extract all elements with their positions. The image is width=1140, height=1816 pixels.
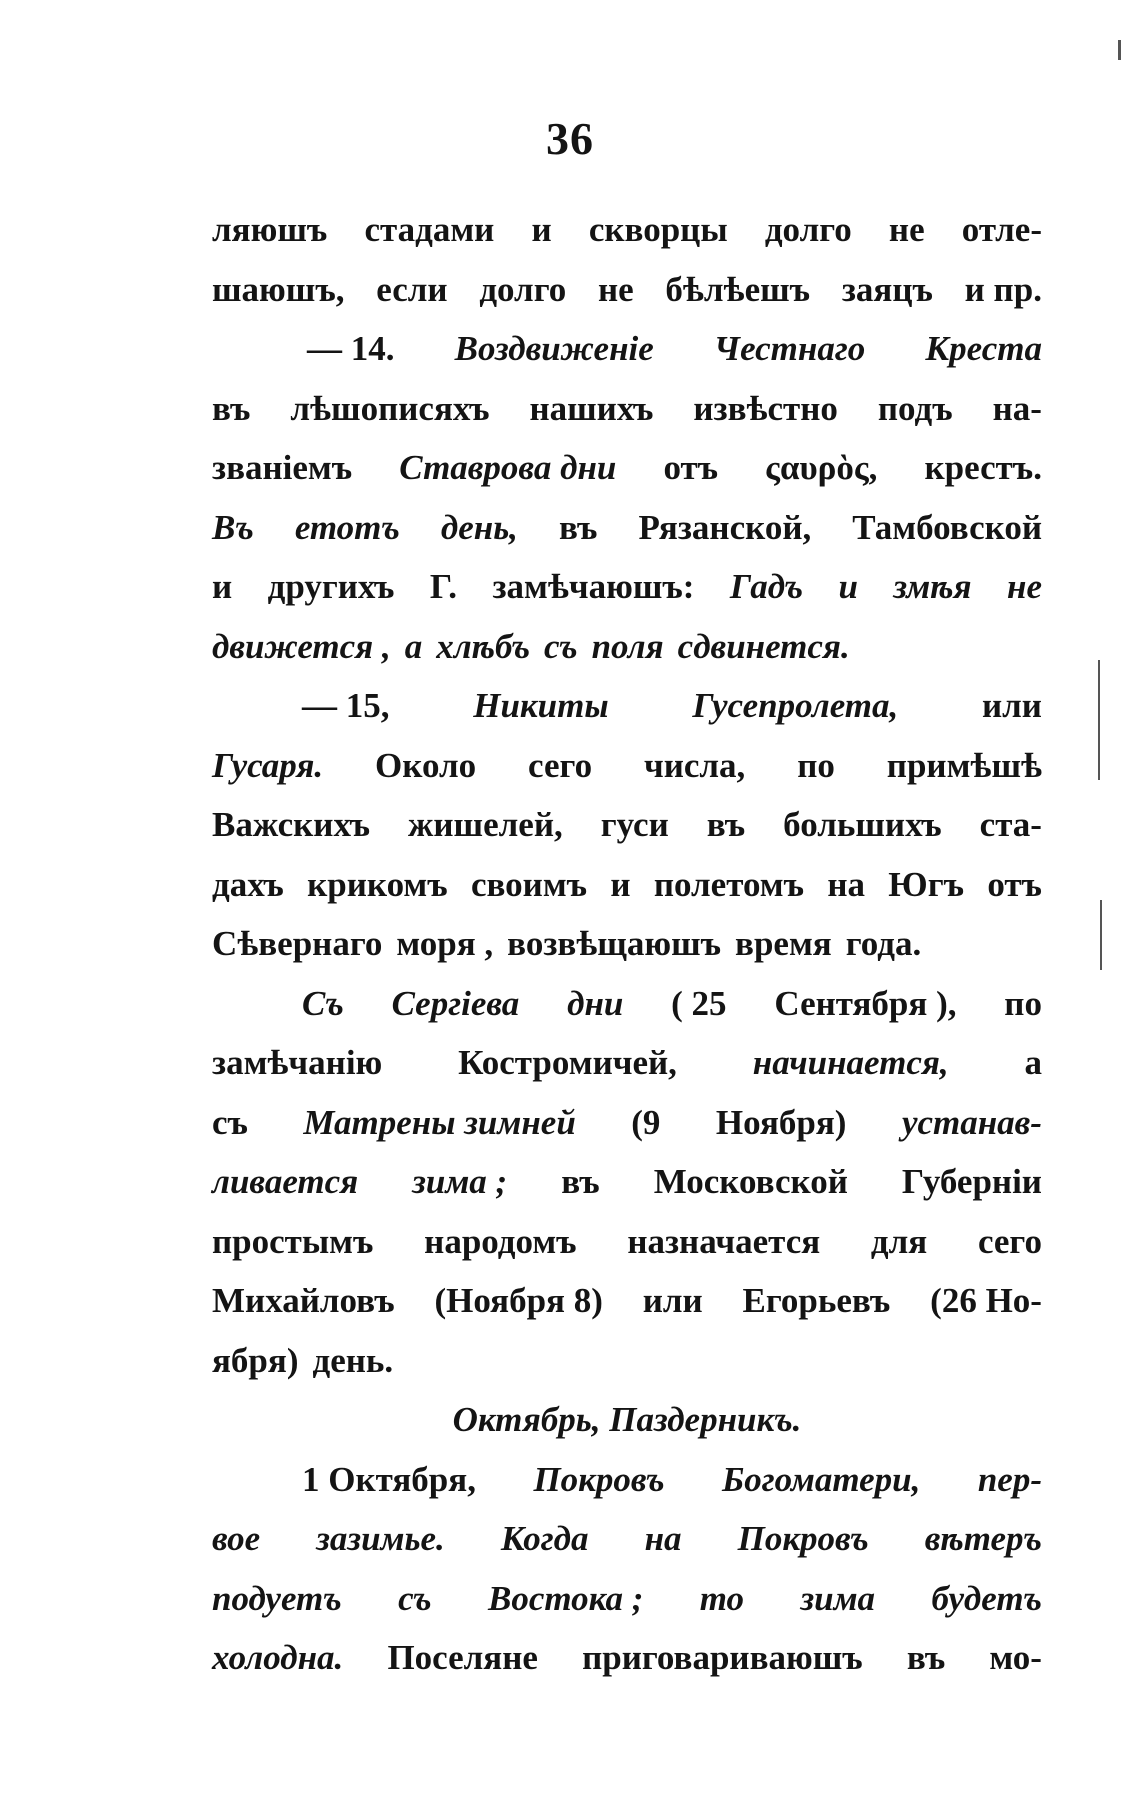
word: ября) [212,1340,299,1380]
italic-word: устанав- [901,1102,1042,1142]
text-line [212,914,1042,974]
italic-word: пер- [977,1459,1042,1499]
italic-word: ливается [212,1162,359,1201]
text-line [212,736,1042,796]
word: крестъ. [924,448,1042,487]
italic-word: Когда [500,1519,589,1558]
italic-word: змѣя [893,567,972,606]
italic-word: съ [398,1578,432,1618]
italic-word: Ставрова дни [399,448,617,487]
text-line [212,795,1042,855]
word: по [797,745,835,785]
italic-word: движется , [212,626,391,666]
text-line [212,438,1042,498]
word: сего [528,745,593,785]
word: отле- [961,210,1042,249]
word: Югъ [888,864,965,904]
italic-word: Октябрь, Паздерникъ. [452,1400,802,1439]
italic-word: зазимье. [316,1519,445,1558]
text-line [212,1093,1042,1153]
word: въ [706,805,746,844]
word: Сентября ), [774,983,957,1023]
word: и [610,864,631,904]
word: извѣстно [693,388,838,428]
italic-word: Съ [302,983,344,1023]
word: мо- [989,1638,1042,1677]
word: долго [764,210,852,249]
italic-word: подуетъ [212,1578,342,1618]
text-line [212,1331,1042,1391]
text-line [212,260,1042,320]
word: время [735,924,832,963]
word: и [212,567,233,606]
italic-word: Гусепролета, [692,686,899,725]
italic-word: день, [440,507,518,547]
word: большихъ [783,805,942,844]
italic-word: не [1007,567,1042,606]
page-number: 36 [546,113,594,164]
italic-word: и [838,567,858,606]
word: крикомъ [307,864,448,904]
word: если [376,269,448,309]
word: гуси [600,805,669,844]
scan-mark [1100,900,1102,970]
text-line [212,379,1042,439]
italic-word: холодна. [212,1638,344,1677]
word: (Ноября 8) [434,1281,603,1320]
word: въ [558,507,598,547]
word: Рязанской, [638,507,812,547]
word: — 15, [302,686,390,725]
word: бѣлѣешъ [665,269,811,309]
text-line [212,1450,1042,1510]
italic-word: вѣтеръ [924,1519,1042,1558]
text-line [212,1390,1042,1450]
italic-word: поля [591,626,664,666]
word: и [531,210,552,249]
text-line [212,1212,1042,1272]
word: на [827,864,865,904]
italic-word: сдвинется. [677,626,850,666]
italic-word: Никиты [473,686,609,725]
word: подъ [877,388,953,428]
word: числа, [643,745,746,785]
word: года. [845,924,922,963]
word: Поселяне [387,1638,538,1677]
word: — 14. [307,329,395,368]
italic-word: Матрены зимней [303,1102,576,1142]
italic-word: Востока ; [487,1578,644,1618]
text-line [212,557,1042,617]
word: и пр. [964,269,1042,309]
text-line [212,319,1042,379]
word: народомъ [424,1221,577,1261]
italic-word: Воздвиженіе [454,329,654,368]
text-line [212,498,1042,558]
word: сего [977,1221,1042,1261]
word: назначается [627,1221,821,1261]
italic-word: Покровъ [737,1519,869,1558]
italic-word: а [404,626,423,666]
word: званіемъ [212,448,353,487]
word: Важскихъ [212,805,371,844]
word: въ [561,1162,600,1201]
scan-mark [1118,40,1121,60]
italic-word: зима [800,1578,876,1618]
word: замѣчаюшъ: [492,567,695,606]
word: долго [479,269,567,309]
italic-word: хлѣбъ [436,626,531,666]
body-text [212,200,1042,1688]
italic-word: етотъ [294,507,400,547]
word: Губерніи [901,1162,1042,1201]
word: Михайловъ [212,1281,395,1320]
word: на- [992,388,1042,428]
text-line [212,617,1042,677]
word: съ [212,1102,248,1142]
italic-word: Покровъ [533,1459,665,1499]
word: не [597,269,634,309]
text-line [212,1628,1042,1688]
word: Около [375,745,477,785]
word: стадами [364,210,495,249]
text-line [212,1152,1042,1212]
word: приговариваюшъ [582,1638,863,1677]
word: въ [212,388,251,428]
text-line [212,974,1042,1034]
word: ςαυρὸς, [765,448,878,487]
word: скворцы [588,210,728,249]
italic-word: будетъ [931,1578,1042,1618]
word: простымъ [212,1221,374,1261]
word: замѣчанію [212,1043,383,1082]
italic-word: вое [212,1519,261,1558]
italic-word: Креста [925,329,1042,368]
word: моря , [396,924,494,963]
text-line [212,1569,1042,1629]
word: (9 [631,1102,661,1142]
word: лѣшописяхъ [290,388,490,428]
italic-word: то [699,1578,745,1618]
word: или [982,686,1042,725]
word: отъ [987,864,1042,904]
word: Костромичей, [458,1043,677,1082]
word: въ [906,1638,946,1677]
word: возвѣщаюшъ [507,924,722,963]
text-line [212,855,1042,915]
word: не [888,210,925,249]
italic-word: Въ [212,507,254,547]
word: заяцъ [841,269,933,309]
word: или [642,1281,703,1320]
italic-word: Сергіева [391,983,520,1023]
word: жишелей, [408,805,563,844]
italic-word: Честнаго [713,329,866,368]
text-line [212,200,1042,260]
word: Ноября) [715,1102,847,1142]
word: нашихъ [529,388,654,428]
word: шаюшъ, [212,269,345,309]
word: примѣшѣ [886,745,1042,785]
word: Сѣвернаго [212,924,383,963]
word: Егорьевъ [742,1281,891,1320]
word: дахъ [212,864,284,904]
italic-word: Богоматери, [722,1459,921,1499]
italic-word: съ [544,626,578,666]
word: ( 25 [671,983,727,1023]
word: отъ [663,448,719,487]
word: по [1004,983,1042,1023]
word: Тамбовской [852,507,1042,547]
text-line [212,676,1042,736]
italic-word: на [644,1519,682,1558]
italic-word: Гадъ [729,567,804,606]
italic-word: Гусаря. [212,745,324,785]
word: ста- [979,805,1042,844]
text-line [212,1033,1042,1093]
word: Московской [653,1162,848,1201]
italic-word: зима ; [412,1162,508,1201]
word: ляюшъ [212,210,328,249]
word: своимъ [470,864,588,904]
italic-word: дни [567,983,624,1023]
italic-word: начинается, [752,1043,949,1082]
word: (26 Но- [930,1281,1042,1320]
word: для [870,1221,928,1261]
text-line [212,1271,1042,1331]
word: Г. [429,567,457,606]
word: 1 Октября, [302,1459,476,1499]
word: другихъ [267,567,395,606]
text-line [212,1509,1042,1569]
word: а [1024,1043,1042,1082]
word: день. [312,1340,394,1380]
word: полетомъ [653,864,805,904]
scan-mark [1098,660,1100,780]
